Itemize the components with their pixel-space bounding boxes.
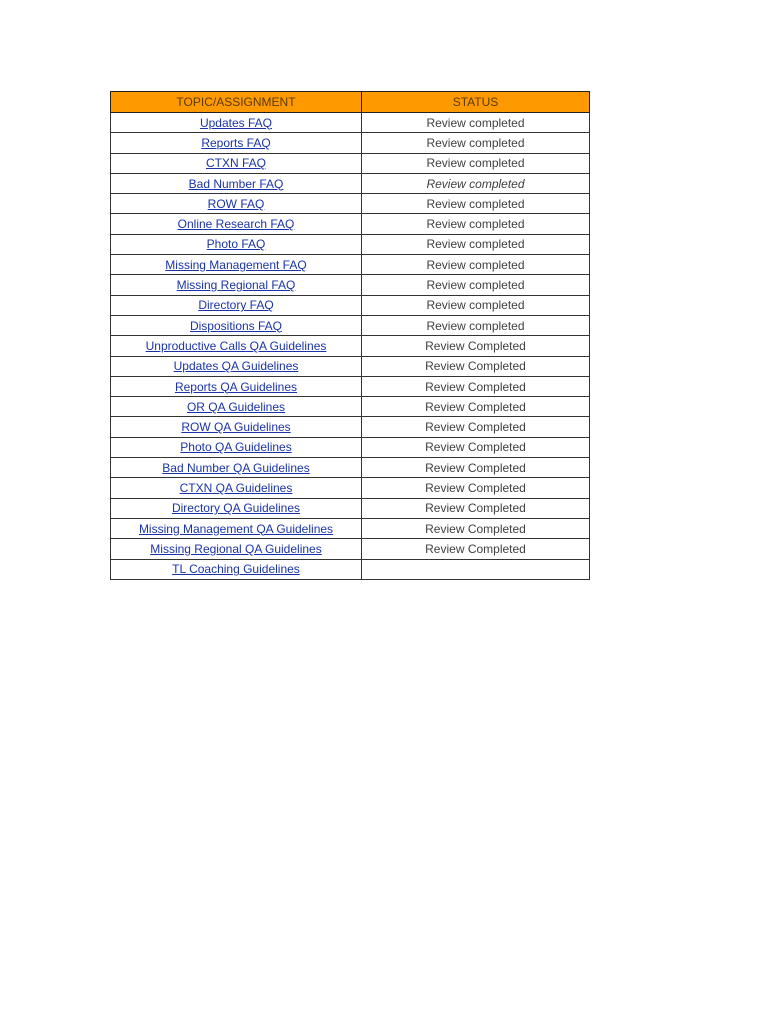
status-cell: Review completed xyxy=(362,255,590,275)
table-row xyxy=(111,376,590,396)
topic-link[interactable]: Missing Regional FAQ xyxy=(176,278,296,293)
column-header-topic: TOPIC/ASSIGNMENT xyxy=(111,92,362,113)
status-cell: Review Completed xyxy=(362,376,590,396)
table-row xyxy=(111,518,590,538)
status-cell: Review Completed xyxy=(362,437,590,457)
topic-link[interactable]: Online Research FAQ xyxy=(177,217,295,232)
topic-link[interactable]: Directory QA Guidelines xyxy=(171,501,301,516)
status-cell: Review Completed xyxy=(362,539,590,559)
table-row xyxy=(111,356,590,376)
status-cell: Review completed xyxy=(362,153,590,173)
table-row xyxy=(111,336,590,356)
table-row xyxy=(111,417,590,437)
table-row xyxy=(111,539,590,559)
table-row xyxy=(111,275,590,295)
topic-cell xyxy=(111,478,362,498)
topic-cell xyxy=(111,234,362,254)
topic-cell xyxy=(111,255,362,275)
table-row xyxy=(111,113,590,133)
status-cell: Review completed xyxy=(362,214,590,234)
status-cell: Review Completed xyxy=(362,417,590,437)
status-cell: Review Completed xyxy=(362,458,590,478)
table-row xyxy=(111,498,590,518)
topic-cell xyxy=(111,498,362,518)
status-cell: Review completed xyxy=(362,194,590,214)
status-cell: Review completed xyxy=(362,295,590,315)
table-row xyxy=(111,397,590,417)
table-row xyxy=(111,559,590,579)
status-cell: Review completed xyxy=(362,234,590,254)
topic-link[interactable]: Photo FAQ xyxy=(206,237,266,252)
topic-cell xyxy=(111,539,362,559)
table-row xyxy=(111,437,590,457)
topic-link[interactable]: Directory FAQ xyxy=(198,298,274,313)
column-header-status: STATUS xyxy=(362,92,590,113)
status-cell: Review Completed xyxy=(362,356,590,376)
topic-cell xyxy=(111,173,362,193)
table-row xyxy=(111,133,590,153)
table-row xyxy=(111,458,590,478)
table-header-row xyxy=(111,92,590,113)
topic-link[interactable]: CTXN QA Guidelines xyxy=(179,480,293,495)
topic-link[interactable]: ROW FAQ xyxy=(207,196,265,211)
topic-link[interactable]: Bad Number QA Guidelines xyxy=(162,460,310,475)
topic-cell xyxy=(111,153,362,173)
status-cell: Review completed xyxy=(362,275,590,295)
topic-link[interactable]: TL Coaching Guidelines xyxy=(172,562,300,577)
status-cell: Review Completed xyxy=(362,336,590,356)
table-row xyxy=(111,255,590,275)
status-cell: Review completed xyxy=(362,315,590,335)
topic-cell xyxy=(111,458,362,478)
topic-cell xyxy=(111,518,362,538)
table-row xyxy=(111,173,590,193)
status-cell: Review Completed xyxy=(362,478,590,498)
topic-link[interactable]: Reports FAQ xyxy=(201,135,271,150)
topic-link[interactable]: Updates FAQ xyxy=(199,115,273,130)
topic-link[interactable]: ROW QA Guidelines xyxy=(181,420,291,435)
status-sheet xyxy=(110,91,589,580)
topic-link[interactable]: Bad Number FAQ xyxy=(188,176,284,191)
topic-cell xyxy=(111,295,362,315)
topic-cell xyxy=(111,194,362,214)
topic-link[interactable]: Missing Regional QA Guidelines xyxy=(150,541,322,556)
status-cell: Review completed xyxy=(362,113,590,133)
topic-cell xyxy=(111,336,362,356)
topic-link[interactable]: CTXN FAQ xyxy=(205,156,266,171)
topic-link[interactable]: Missing Management QA Guidelines xyxy=(138,521,334,536)
topic-cell xyxy=(111,397,362,417)
topic-status-table xyxy=(110,91,590,580)
status-cell: Review Completed xyxy=(362,518,590,538)
table-row xyxy=(111,295,590,315)
table-row xyxy=(111,234,590,254)
table-row xyxy=(111,194,590,214)
status-cell: Review completed xyxy=(362,133,590,153)
topic-link[interactable]: Dispositions FAQ xyxy=(189,318,283,333)
status-cell: Review completed xyxy=(362,173,590,193)
topic-link[interactable]: Updates QA Guidelines xyxy=(173,359,299,374)
table-row xyxy=(111,315,590,335)
topic-link[interactable]: OR QA Guidelines xyxy=(186,399,286,414)
topic-cell xyxy=(111,559,362,579)
topic-cell xyxy=(111,356,362,376)
status-cell: Review Completed xyxy=(362,498,590,518)
topic-cell xyxy=(111,214,362,234)
topic-cell xyxy=(111,113,362,133)
topic-link[interactable]: Reports QA Guidelines xyxy=(174,379,298,394)
table-row xyxy=(111,153,590,173)
topic-link[interactable]: Photo QA Guidelines xyxy=(180,440,292,455)
table-row xyxy=(111,478,590,498)
topic-link[interactable]: Missing Management FAQ xyxy=(165,257,307,272)
status-cell xyxy=(362,559,590,579)
topic-cell xyxy=(111,376,362,396)
topic-cell xyxy=(111,275,362,295)
topic-cell xyxy=(111,315,362,335)
status-cell: Review Completed xyxy=(362,397,590,417)
topic-cell xyxy=(111,417,362,437)
topic-link[interactable]: Unproductive Calls QA Guidelines xyxy=(145,338,327,353)
topic-cell xyxy=(111,437,362,457)
table-row xyxy=(111,214,590,234)
topic-cell xyxy=(111,133,362,153)
